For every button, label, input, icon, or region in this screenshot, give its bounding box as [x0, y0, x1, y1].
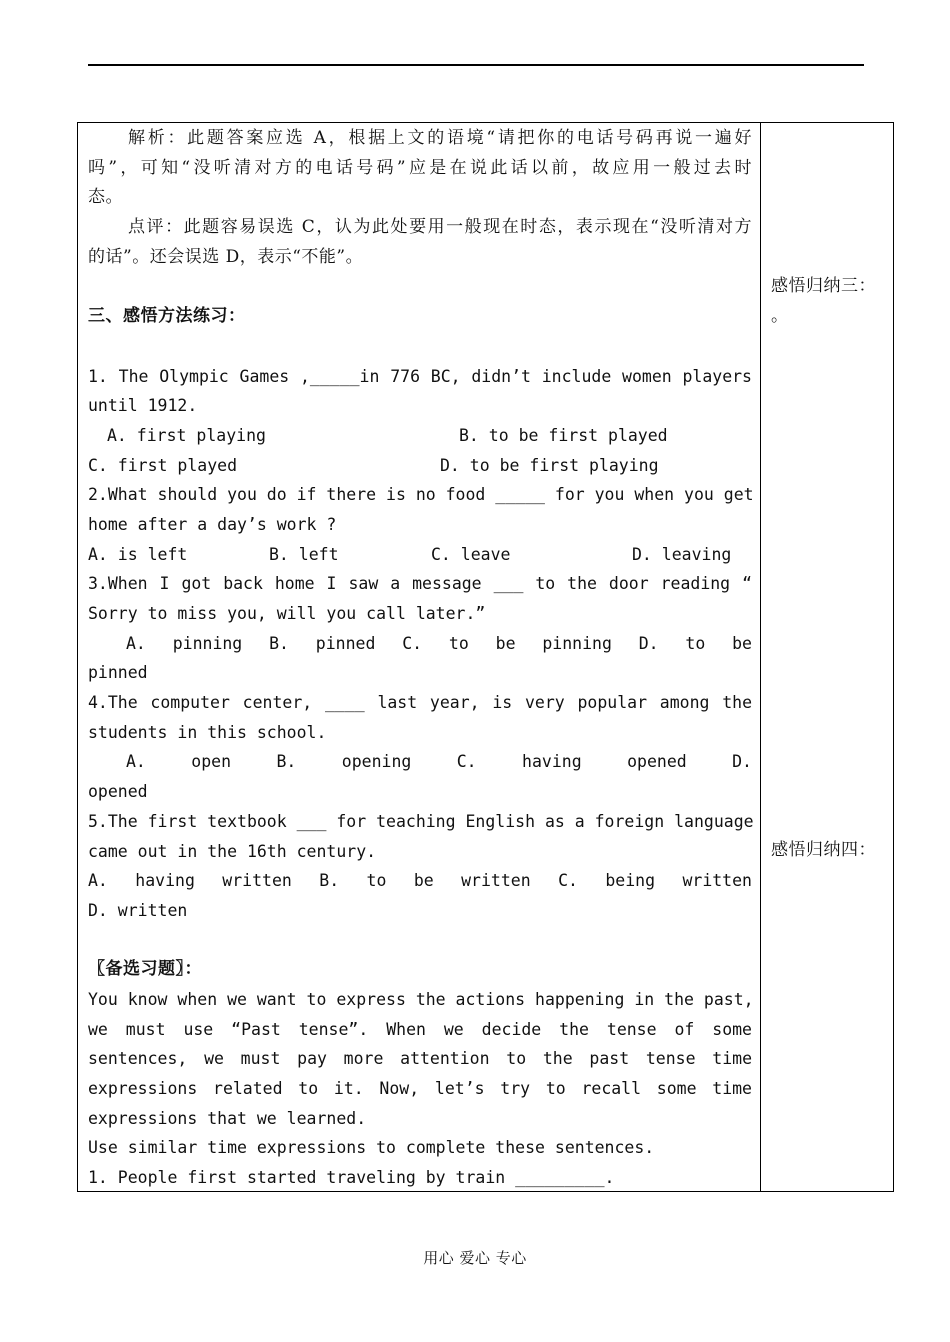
q1-line-1: 1. The Olympic Games ,_____in 776 BC, didn’t include women players [88, 366, 752, 386]
page-footer: 用心 爱心 专心 [423, 1249, 527, 1267]
sidebar-note-3 [771, 272, 886, 331]
q5-line-2: came out in the 16th century. [88, 841, 377, 861]
extra-line-3: sentences, we must pay more attention to the past tense time [88, 1049, 752, 1069]
q1-option-b: B. to be first played [459, 425, 668, 445]
q2-line-1: 2.What should you do if there is no food _____ for you when you get [88, 485, 754, 505]
q4-options-wrap: opened [88, 782, 148, 802]
q3-line-2: Sorry to miss you, will you call later.” [88, 604, 486, 623]
analysis-line-1: 解析：此题答案应选 A，根据上文的语境“请把你的电话号码再说一遍好 [128, 128, 752, 148]
extra-line-5: expressions that we learned. [88, 1108, 367, 1128]
blank-line [88, 332, 752, 362]
q5-line-1: 5.The first textbook ___ for teaching English as a foreign language [88, 811, 754, 831]
q2-option-b: B. left [269, 544, 339, 564]
note3-label: 感悟归纳三： [771, 276, 876, 296]
sidebar-note-4 [771, 836, 886, 866]
q1-option-a: A. first playing [107, 425, 266, 445]
extra-line-1: You know when we want to express the actions happening in the past, [88, 989, 754, 1009]
extra-item-1: 1. People first started traveling by train _________. [88, 1168, 615, 1188]
q1-option-d: D. to be first playing [440, 455, 659, 475]
q2-option-c: C. leave [431, 544, 511, 564]
q1-option-c: C. first played [88, 455, 238, 475]
q3-options-wrap: pinned [88, 663, 148, 683]
comment-line-2: 的话”。还会误选 D，表示“不能”。 [88, 246, 364, 267]
analysis-line-3: 态。 [88, 187, 123, 208]
main-column [88, 124, 752, 1193]
q1-line-2: until 1912. [88, 396, 198, 416]
q2-option-a: A. is left [88, 544, 188, 564]
extra-line-4: expressions related to it. Now, let’s try to recall some time [88, 1079, 752, 1098]
q4-line-2: students in this school. [88, 722, 327, 742]
header-rule [88, 64, 864, 66]
analysis-line-2: 吗”，可知“没听清对方的电话号码”应是在说此话以前，故应用一般过去时 [88, 157, 752, 178]
q2-option-d: D. leaving [632, 544, 732, 564]
note3-mark: 。 [771, 305, 789, 326]
column-divider [760, 122, 761, 1192]
q1-options-row-1 [88, 421, 752, 451]
q2-options-row [88, 540, 752, 570]
extra-heading: 〖备选习题〗： [88, 959, 202, 980]
q1-options-row-2 [88, 451, 752, 481]
section3-heading: 三、感悟方法练习： [88, 306, 246, 327]
extra-instruction: Use similar time expressions to complete these sentences. [88, 1138, 655, 1158]
blank-line [88, 272, 752, 302]
comment-line-1: 点评：此题容易误选 C，认为此处要用一般现在时态，表示现在“没听清对方 [128, 217, 752, 238]
q3-line-1: 3.When I got back home I saw a message ___ to the door reading “ [88, 574, 752, 594]
q4-line-1: 4.The computer center, ____ last year, is very popular among the [88, 693, 752, 713]
q5-options-wrap: D. written [88, 900, 188, 920]
q4-options-row: A. open B. opening C. having opened D. [126, 752, 752, 772]
extra-line-2: we must use “Past tense”. When we decide the tense of some [88, 1019, 752, 1039]
q2-line-2: home after a day’s work ? [88, 514, 337, 534]
q5-options-row: A. having written B. to be written C. being written [88, 871, 752, 891]
note4-label: 感悟归纳四： [771, 840, 876, 860]
blank-line [88, 926, 752, 956]
q3-options-row: A. pinning B. pinned C. to be pinning D. to be [126, 633, 752, 653]
